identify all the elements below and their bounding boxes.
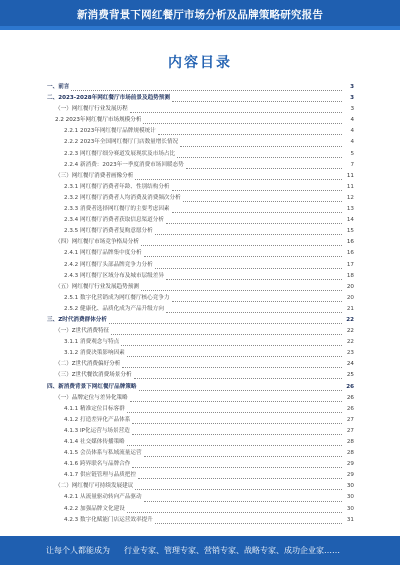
toc-entry[interactable] [47, 115, 354, 126]
toc-dot-leader [144, 250, 342, 257]
toc-entry-page: 3 [350, 106, 354, 113]
toc-entry-page: 24 [346, 361, 354, 368]
toc-dot-leader [166, 306, 342, 313]
toc-dot-leader [180, 140, 342, 147]
toc-entry[interactable] [47, 182, 354, 193]
toc-dot-leader [166, 273, 342, 280]
toc-dot-leader [155, 262, 342, 269]
toc-entry-title: （二）网红餐厅可持续发展建议 [55, 483, 134, 490]
toc-entry-title: 3.1.1 消费观念与特点 [64, 339, 120, 346]
toc-entry-page: 26 [346, 405, 354, 412]
toc-entry-page: 22 [346, 328, 354, 335]
toc-entry-page: 30 [346, 494, 354, 501]
toc-entry-title: 2.2 2023年网红餐厅市场规模分析 [55, 117, 142, 124]
toc-entry-page: 15 [346, 228, 354, 235]
toc-entry-page: 27 [346, 427, 354, 434]
toc-entry-page: 21 [346, 305, 354, 312]
toc-entry-title: 2.2.3 网红餐厅细分赛道发展现状及市场占比 [64, 150, 176, 157]
toc-dot-leader [172, 95, 342, 102]
toc-dot-leader [135, 483, 342, 490]
toc-entry-page: 26 [346, 383, 354, 390]
toc-entry[interactable] [47, 415, 354, 426]
toc-entry-page: 11 [346, 183, 354, 190]
toc-dot-leader [132, 461, 342, 468]
toc-entry[interactable] [47, 137, 354, 148]
toc-dot-leader [141, 284, 342, 291]
toc-entry-page: 22 [346, 339, 354, 346]
toc-entry[interactable] [47, 426, 354, 437]
toc-entry[interactable] [47, 248, 354, 259]
toc-entry-title: 2.3.5 网红餐厅消费者复购意愿分析 [64, 228, 153, 235]
toc-entry[interactable] [47, 193, 354, 204]
toc-entry-page: 29 [346, 461, 354, 468]
toc-entry-page: 29 [346, 472, 354, 479]
toc-dot-leader [127, 350, 342, 357]
toc-entry[interactable] [47, 149, 354, 160]
toc-dot-leader [155, 228, 342, 235]
toc-dot-leader [141, 239, 342, 246]
toc-entry[interactable] [47, 160, 354, 171]
toc-dot-leader [186, 162, 342, 169]
toc-entry[interactable] [47, 326, 354, 337]
toc-entry[interactable] [47, 215, 354, 226]
toc-entry[interactable] [47, 226, 354, 237]
toc-entry-title: 2.2.1 2023年网红餐厅品牌规模统计 [64, 128, 156, 135]
footer-slogan-left: 让每个人都能成为 [46, 546, 110, 555]
toc-entry-page: 4 [350, 128, 354, 135]
toc-entry-title: （五）网红餐厅行业发展趋势预测 [55, 283, 139, 290]
toc-entry-title: 二、2023-2028年网红餐厅市场前景及趋势预测 [47, 95, 170, 102]
toc-entry-title: 2.2.2 2023年全国网红餐厅门店数量增长情况 [64, 139, 179, 146]
toc-entry[interactable] [47, 348, 354, 359]
toc-entry[interactable] [47, 271, 354, 282]
toc-entry-title: （三）网红餐厅消费者画像分析 [55, 172, 134, 179]
toc-entry-page: 11 [346, 172, 354, 179]
toc-entry-title: 2.5.1 数字化营销成为网红餐厅核心竞争力 [64, 294, 170, 301]
toc-dot-leader [183, 195, 342, 202]
toc-entry[interactable] [47, 459, 354, 470]
toc-entry-title: 4.1.7 供应链管理与品质把控 [64, 472, 136, 479]
toc-entry[interactable] [47, 293, 354, 304]
toc-entry-title: 4.1.2 打造差异化产品体系 [64, 416, 131, 423]
toc-entry-page: 23 [346, 350, 354, 357]
toc-entry-title: 2.4.3 网红餐厅区域分布及城市层级差异 [64, 272, 164, 279]
toc-entry-page: 4 [350, 139, 354, 146]
toc-entry-page: 25 [346, 372, 354, 379]
toc-entry-page: 17 [346, 261, 354, 268]
toc-entry[interactable] [47, 515, 354, 526]
toc-entry-title: 4.2.3 数字化赋能门店运营效率提升 [64, 516, 153, 523]
toc-heading: 内容目录 [168, 55, 232, 71]
report-footer [0, 536, 400, 565]
toc-dot-leader [122, 361, 342, 368]
table-of-contents [47, 82, 354, 526]
toc-entry-title: （三）Z世代餐饮消费场景分析 [55, 372, 132, 379]
header-accent-bar [0, 26, 400, 30]
toc-entry-title: 3.1.2 消费决策影响因素 [64, 350, 125, 357]
toc-entry-title: 2.3.1 网红餐厅消费者年龄、性别结构分析 [64, 183, 170, 190]
toc-entry[interactable] [47, 393, 354, 404]
toc-entry-title: 2.3.4 网红餐厅消费者获取信息渠道分析 [64, 217, 164, 224]
toc-entry-title: （一）网红餐厅行业发展历程 [55, 106, 128, 113]
toc-entry-title: 三、Z时代消费群体分析 [47, 316, 107, 323]
toc-entry-title: 4.1.4 社交媒体传播策略 [64, 439, 125, 445]
toc-entry[interactable] [47, 93, 354, 104]
toc-entry-title: （一）Z世代消费特征 [55, 328, 110, 335]
toc-dot-leader [166, 217, 342, 224]
toc-dot-leader [155, 517, 342, 524]
toc-entry-title: 2.3.3 消费者选择网红餐厅的主要考虑因素 [64, 206, 170, 213]
toc-entry-title: 2.5.2 健康化、品质化成为产品升级方向 [64, 305, 164, 312]
toc-entry[interactable] [47, 104, 354, 115]
toc-dot-leader [144, 495, 342, 502]
toc-entry-page: 13 [346, 206, 354, 213]
toc-entry[interactable] [47, 260, 354, 271]
toc-entry-page: 18 [346, 272, 354, 279]
toc-entry[interactable] [47, 404, 354, 415]
toc-dot-leader [172, 184, 342, 191]
toc-entry-page: 22 [346, 316, 354, 323]
toc-entry-page: 14 [346, 217, 354, 224]
toc-dot-leader [138, 472, 342, 479]
toc-entry-page: 16 [346, 250, 354, 257]
toc-entry-page: 30 [346, 483, 354, 490]
toc-entry[interactable] [47, 315, 354, 326]
toc-dot-leader [172, 295, 342, 302]
report-title: 新消费背景下网红餐厅市场分析及品牌策略研究报告 [76, 9, 324, 21]
toc-entry-title: （四）网红餐厅市场竞争格局分析 [55, 239, 139, 246]
toc-entry-page: 4 [350, 117, 354, 124]
toc-entry[interactable] [47, 382, 354, 393]
toc-entry-page: 20 [346, 283, 354, 290]
toc-entry[interactable] [47, 370, 354, 381]
toc-entry[interactable] [47, 82, 354, 93]
toc-entry[interactable] [47, 359, 354, 370]
toc-entry-page: 28 [346, 450, 354, 457]
toc-entry-page: 3 [350, 95, 354, 102]
toc-entry[interactable] [47, 237, 354, 248]
toc-entry-page: 16 [346, 239, 354, 246]
toc-dot-leader [172, 206, 342, 213]
toc-dot-leader [134, 372, 342, 379]
toc-dot-leader [135, 173, 342, 180]
toc-entry-page: 28 [346, 439, 354, 445]
toc-entry-page: 26 [346, 394, 354, 401]
toc-entry-page: 12 [346, 194, 354, 201]
toc-entry[interactable] [47, 282, 354, 293]
toc-entry-page: 7 [350, 161, 354, 168]
toc-dot-leader [139, 384, 342, 391]
toc-entry-title: 4.2.1 从流量驱动转向产品驱动 [64, 494, 142, 501]
toc-dot-leader [130, 106, 342, 113]
toc-dot-leader [130, 395, 342, 402]
toc-entry-title: 2.4.2 网红餐厅头部品牌竞争力分析 [64, 261, 153, 268]
toc-dot-leader [143, 117, 342, 124]
toc-dot-leader [177, 151, 342, 158]
toc-entry-page: 5 [350, 150, 354, 157]
report-header [0, 0, 400, 30]
toc-dot-leader [111, 328, 342, 335]
toc-entry-page: 31 [346, 516, 354, 523]
toc-entry-title: 一、前言 [47, 84, 70, 90]
toc-entry[interactable] [47, 437, 354, 448]
toc-dot-leader [127, 406, 342, 413]
toc-dot-leader [132, 417, 342, 424]
toc-entry[interactable] [47, 126, 354, 137]
toc-entry[interactable] [47, 304, 354, 315]
toc-entry-title: （一）品牌定位与差异化策略 [55, 394, 128, 401]
toc-entry[interactable] [47, 492, 354, 503]
toc-entry-page: 20 [346, 294, 354, 301]
toc-entry-title: 2.3.2 网红餐厅消费者人均消费及消费频次分析 [64, 194, 181, 201]
toc-entry-title: 4.1.1 精准定位目标客群 [64, 405, 125, 412]
toc-entry[interactable] [47, 337, 354, 348]
toc-entry-title: 4.1.6 跨界联名与品牌合作 [64, 461, 131, 468]
toc-entry-title: 4.1.3 IP化运营与场景营造 [64, 427, 130, 434]
toc-entry-title: （二）Z世代消费偏好分析 [55, 361, 121, 368]
toc-dot-leader [144, 450, 342, 457]
toc-dot-leader [158, 128, 342, 135]
toc-entry[interactable] [47, 204, 354, 215]
toc-entry[interactable] [47, 470, 354, 481]
toc-entry-title: 2.2.4 新消费：2023年一季度消费市场回暖态势 [64, 161, 184, 168]
toc-entry[interactable] [47, 481, 354, 492]
toc-entry-page: 30 [346, 505, 354, 512]
toc-dot-leader [109, 317, 342, 324]
toc-entry-title: 4.1.5 会员体系与私域流量运营 [64, 450, 142, 457]
toc-dot-leader [121, 339, 342, 346]
toc-entry[interactable] [47, 448, 354, 459]
toc-dot-leader [71, 84, 342, 91]
toc-entry-page: 3 [350, 84, 354, 90]
footer-slogan-right: 行业专家、管理专家、营销专家、战略专家、成功企业家…… [124, 546, 340, 555]
toc-dot-leader [127, 439, 342, 446]
toc-dot-leader [127, 506, 342, 513]
toc-entry[interactable] [47, 504, 354, 515]
toc-entry-title: 4.2.2 加强品牌文化建设 [64, 505, 125, 512]
toc-dot-leader [132, 428, 342, 435]
toc-entry-title: 四、新消费背景下网红餐厅品牌策略 [47, 383, 137, 390]
toc-entry-page: 27 [346, 416, 354, 423]
toc-entry[interactable] [47, 171, 354, 182]
toc-entry-title: 2.4.1 网红餐厅品牌集中度分析 [64, 250, 142, 257]
